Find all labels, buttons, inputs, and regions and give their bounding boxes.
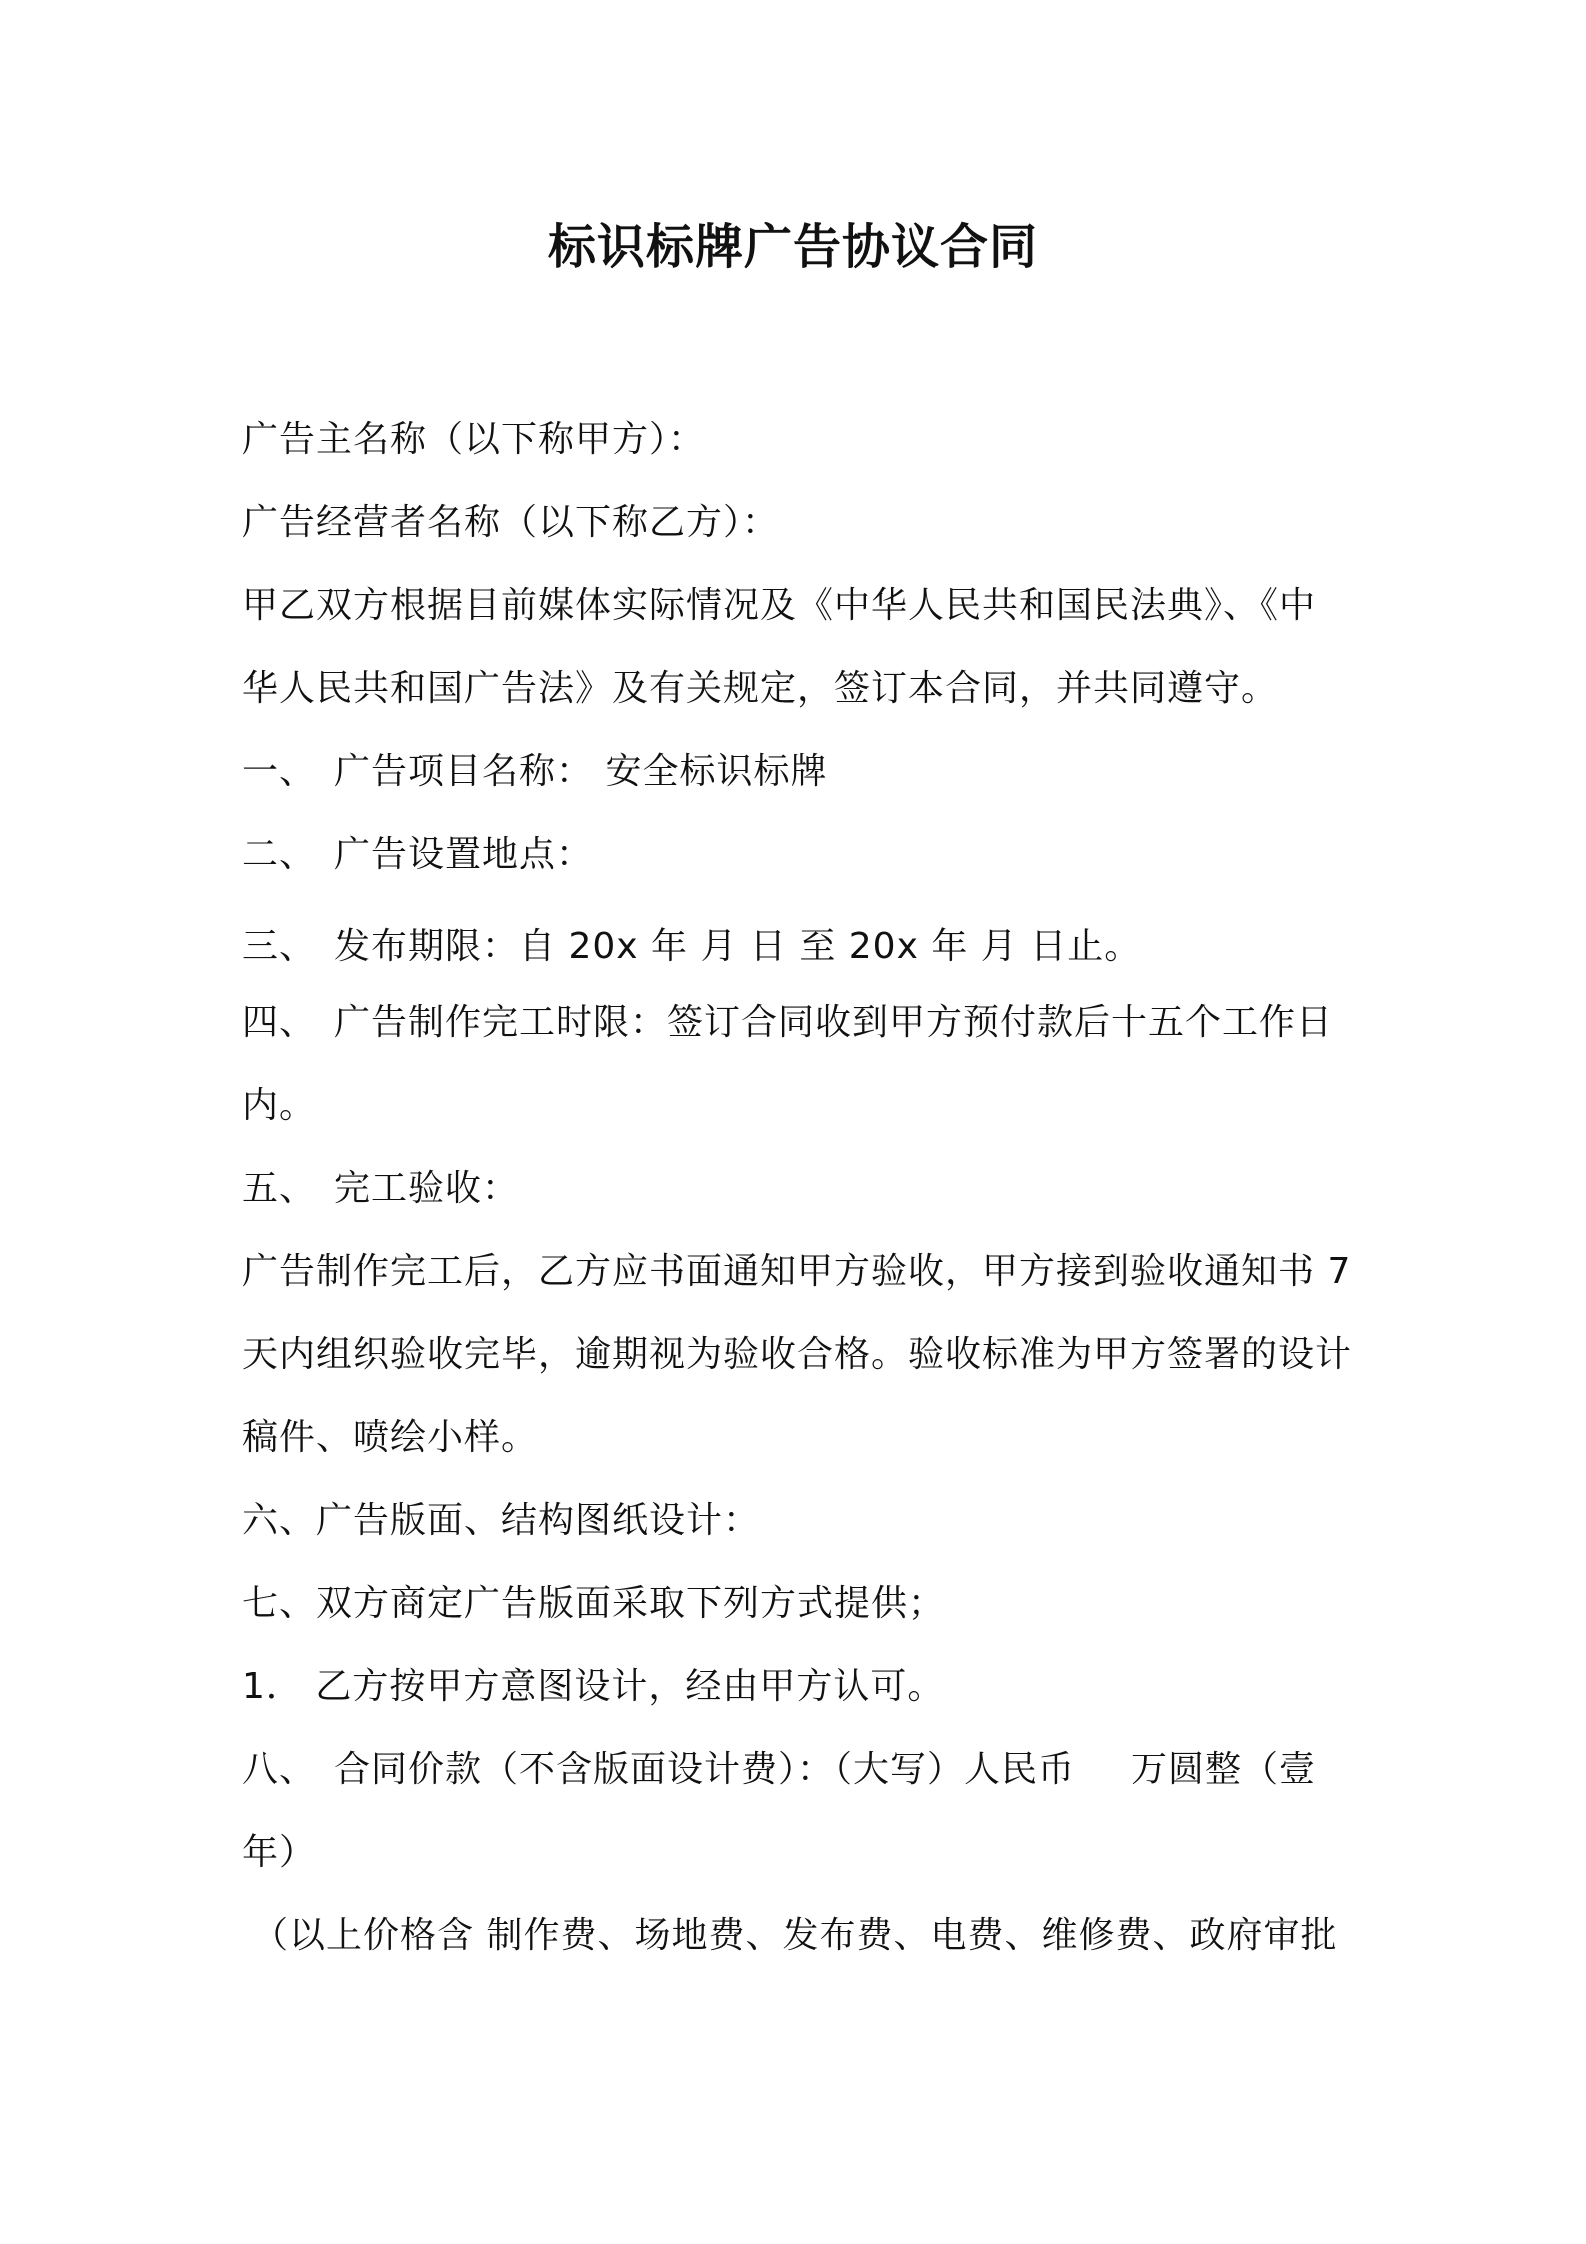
clause-1-text: 广告项目名称： 安全标识标牌	[334, 751, 828, 792]
clause-2-number: 二、	[242, 834, 317, 875]
clause-4-number: 四、	[242, 1002, 317, 1043]
operator-name-line: 广告经营者名称（以下称乙方）：	[242, 502, 780, 543]
clause-5-text: 完工验收：	[334, 1168, 520, 1209]
clause-5-number: 五、	[242, 1168, 317, 1209]
clause-1-number: 一、	[242, 751, 317, 792]
clause-7-subitem-1: 1． 乙方按甲方意图设计，经由甲方认可。	[242, 1666, 945, 1707]
clause-8-number: 八、	[242, 1749, 317, 1790]
clause-8-text-b: 万圆整（壹	[1131, 1749, 1317, 1790]
clause-8	[242, 1745, 1316, 1795]
advertiser-name-line: 广告主名称（以下称甲方）：	[242, 419, 706, 460]
clause-3	[242, 922, 1141, 972]
document-title: 标识标牌广告协议合同	[547, 219, 1038, 275]
clause-4	[242, 998, 1333, 1048]
clause-4-continuation: 内。	[242, 1085, 317, 1126]
clause-7: 七、双方商定广告版面采取下列方式提供；	[242, 1583, 946, 1624]
clause-3-text: 发布期限：自 20x 年 月 日 至 20x 年 月 日止。	[334, 926, 1142, 967]
clause-6: 六、广告版面、结构图纸设计：	[242, 1500, 761, 1541]
preamble-line-1: 甲乙双方根据目前媒体实际情况及《中华人民共和国民法典》、《中	[242, 585, 1317, 626]
clause-8-text-a: 合同价款（不含版面设计费）：（大写）人民币	[334, 1749, 1076, 1790]
preamble-line-2: 华人民共和国广告法》及有关规定，签订本合同，并共同遵守。	[242, 668, 1279, 709]
clause-3-number: 三、	[242, 926, 317, 967]
clause-1	[242, 747, 827, 797]
clause-4-text: 广告制作完工时限：签订合同收到甲方预付款后十五个工作日	[334, 1002, 1334, 1043]
clause-2	[242, 830, 593, 880]
clause-2-text: 广告设置地点：	[334, 834, 594, 875]
acceptance-line-1: 广告制作完工后，乙方应书面通知甲方验收，甲方接到验收通知书 7	[242, 1251, 1352, 1292]
acceptance-line-2: 天内组织验收完毕，逾期视为验收合格。验收标准为甲方签署的设计	[242, 1334, 1353, 1375]
clause-8-continuation: 年）	[242, 1832, 317, 1873]
price-note: （以上价格含 制作费、场地费、发布费、电费、维修费、政府审批	[252, 1915, 1338, 1956]
clause-5	[242, 1164, 519, 1214]
acceptance-line-3: 稿件、喷绘小样。	[242, 1417, 539, 1458]
